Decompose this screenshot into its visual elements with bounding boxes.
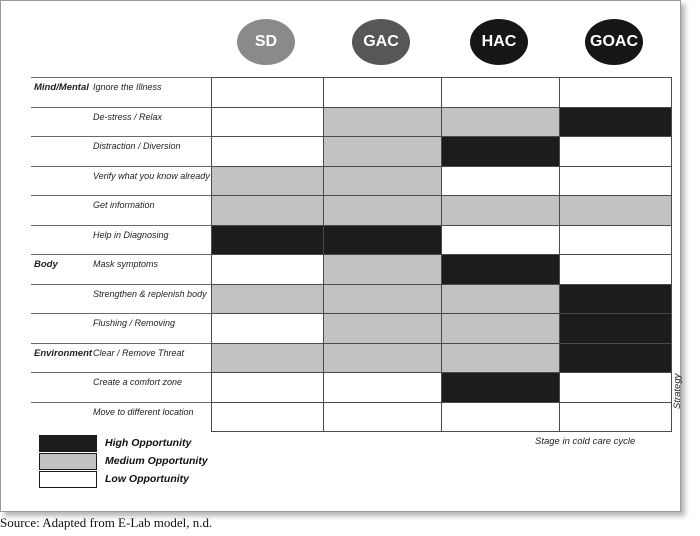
cell-medium-opportunity xyxy=(323,254,442,285)
cell-low-opportunity xyxy=(211,402,324,433)
stage-axis-label: Stage in cold care cycle xyxy=(535,436,636,447)
cell-low-opportunity xyxy=(211,77,324,108)
legend-swatch-low xyxy=(39,471,97,488)
cell-high-opportunity xyxy=(211,225,324,256)
section-label: Body xyxy=(34,259,58,270)
cell-medium-opportunity xyxy=(441,107,560,138)
cell-low-opportunity xyxy=(211,254,324,285)
cell-high-opportunity xyxy=(559,313,672,344)
cell-high-opportunity xyxy=(441,372,560,403)
strategy-label: Move to different location xyxy=(93,406,194,417)
source-caption: Source: Adapted from E-Lab model, n.d. xyxy=(0,515,213,530)
stage-header-goac: GOAC xyxy=(585,19,643,65)
cell-low-opportunity xyxy=(323,77,442,108)
cell-high-opportunity xyxy=(441,254,560,285)
cell-high-opportunity xyxy=(559,343,672,374)
cell-low-opportunity xyxy=(559,136,672,167)
cell-medium-opportunity xyxy=(441,313,560,344)
strategy-label: Create a comfort zone xyxy=(93,377,183,387)
cell-low-opportunity xyxy=(323,372,442,403)
cell-low-opportunity xyxy=(441,77,560,108)
cell-low-opportunity xyxy=(559,372,672,403)
cell-medium-opportunity xyxy=(211,343,324,374)
cell-high-opportunity xyxy=(559,107,672,138)
cell-high-opportunity xyxy=(559,284,672,315)
strategy-label: Flushing / Removing xyxy=(93,318,176,328)
cell-medium-opportunity xyxy=(323,284,442,315)
cell-high-opportunity xyxy=(323,225,442,256)
cell-medium-opportunity xyxy=(323,195,442,226)
cell-high-opportunity xyxy=(441,136,560,167)
cell-low-opportunity xyxy=(211,107,324,138)
strategy-label: De-stress / Relax xyxy=(93,111,163,122)
legend-label-high: High Opportunity xyxy=(105,437,192,449)
cell-medium-opportunity xyxy=(211,284,324,315)
cell-low-opportunity xyxy=(559,225,672,256)
cell-medium-opportunity xyxy=(323,166,442,197)
cell-low-opportunity xyxy=(211,313,324,344)
strategy-label: Verify what you know already xyxy=(93,170,210,181)
cell-medium-opportunity xyxy=(323,136,442,167)
legend-label-medium: Medium Opportunity xyxy=(105,455,208,467)
legend-swatch-high xyxy=(39,435,97,452)
stage-header-gac: GAC xyxy=(352,19,410,65)
strategy-label: Help in Diagnosing xyxy=(93,229,169,240)
cell-low-opportunity xyxy=(211,136,324,167)
cell-low-opportunity xyxy=(441,402,560,433)
cell-low-opportunity xyxy=(559,77,672,108)
strategy-label: Clear / Remove Threat xyxy=(93,347,185,358)
strategy-label: Ignore the Illness xyxy=(93,82,162,92)
stage-header-hac: HAC xyxy=(470,19,528,65)
strategy-label: Distraction / Diversion xyxy=(93,141,181,151)
cell-medium-opportunity xyxy=(211,195,324,226)
cell-low-opportunity xyxy=(441,166,560,197)
cell-medium-opportunity xyxy=(441,284,560,315)
cell-low-opportunity xyxy=(559,254,672,285)
cell-low-opportunity xyxy=(559,166,672,197)
strategy-label: Get information xyxy=(93,200,155,210)
section-label: Mind/Mental xyxy=(34,82,89,93)
legend-swatch-medium xyxy=(39,453,97,470)
stage-header-sd: SD xyxy=(237,19,295,65)
cell-low-opportunity xyxy=(211,372,324,403)
cell-medium-opportunity xyxy=(323,313,442,344)
cell-medium-opportunity xyxy=(441,343,560,374)
legend-label-low: Low Opportunity xyxy=(105,473,189,485)
strategy-axis-label: Strategy xyxy=(672,373,683,409)
cell-low-opportunity xyxy=(441,225,560,256)
cell-medium-opportunity xyxy=(323,343,442,374)
cell-low-opportunity xyxy=(559,402,672,433)
strategy-label: Strengthen & replenish body xyxy=(93,288,207,299)
cell-medium-opportunity xyxy=(211,166,324,197)
section-label: Environment xyxy=(34,347,93,359)
cell-medium-opportunity xyxy=(559,195,672,226)
cell-low-opportunity xyxy=(323,402,442,433)
strategy-label: Mask symptoms xyxy=(93,259,159,269)
cell-medium-opportunity xyxy=(441,195,560,226)
cell-medium-opportunity xyxy=(323,107,442,138)
